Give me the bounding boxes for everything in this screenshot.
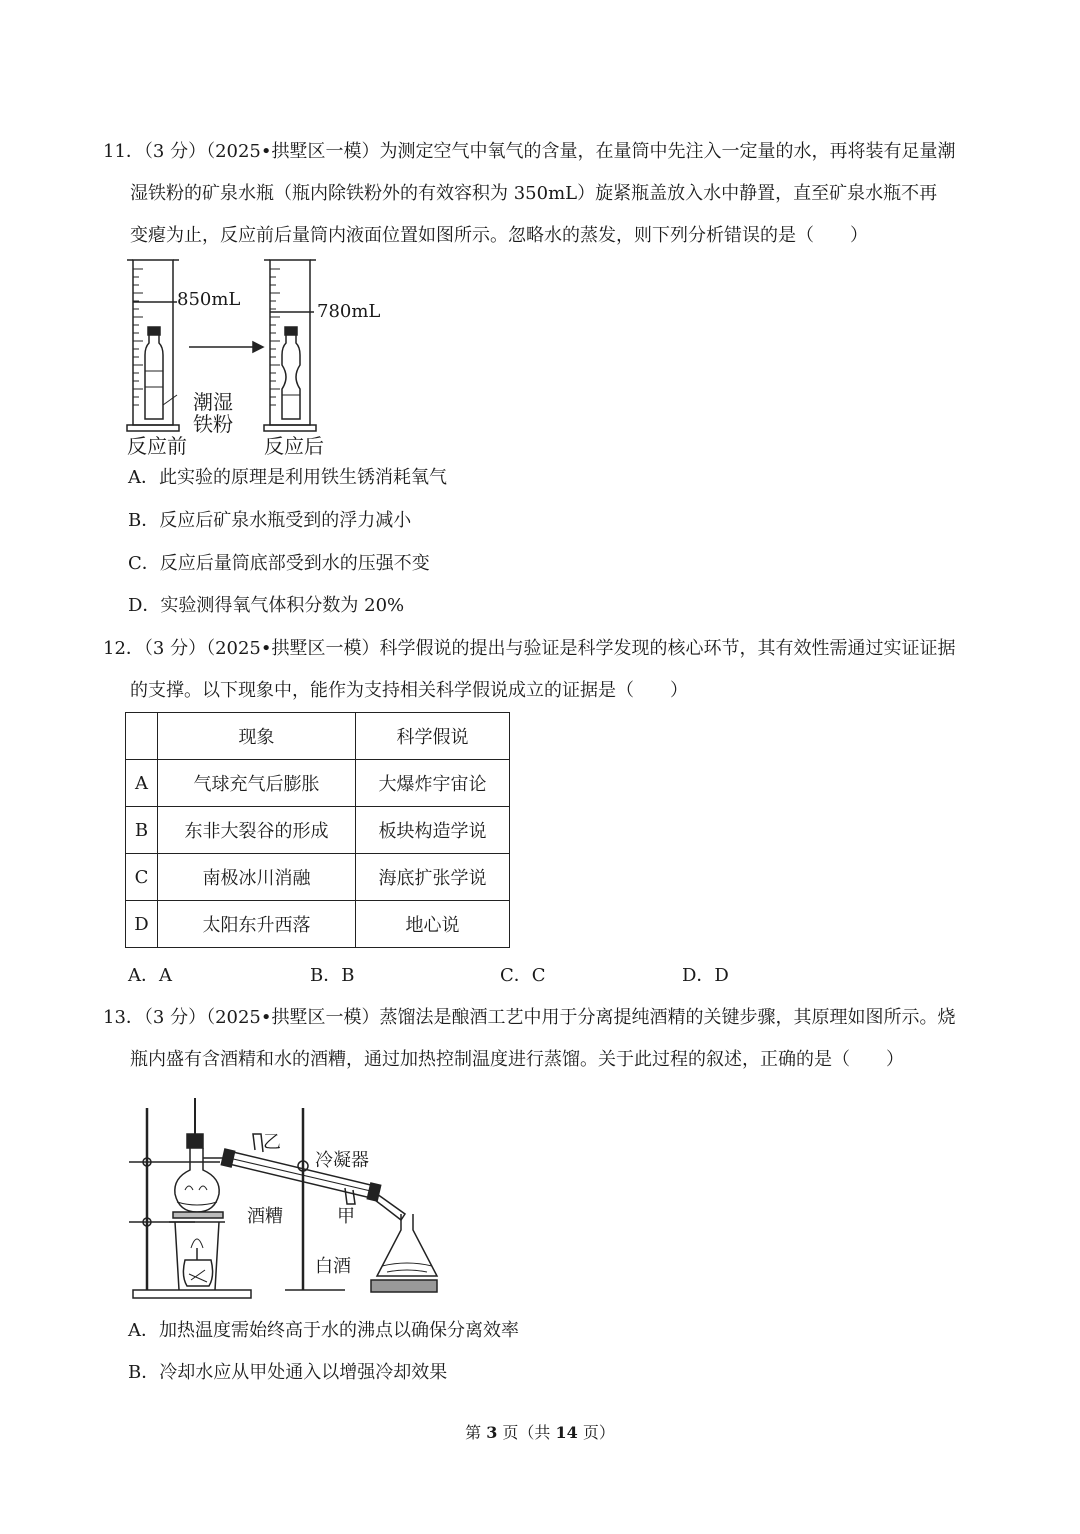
table-cell: B xyxy=(126,807,158,854)
footer-page-number: 3 xyxy=(486,1423,498,1442)
table-cell: 东非大裂谷的形成 xyxy=(158,807,356,854)
q11-cylinder-figure xyxy=(125,255,395,460)
table-cell: 海底扩张学说 xyxy=(356,854,510,901)
footer-suffix: 页） xyxy=(577,1423,615,1442)
q12-option-d: D．D xyxy=(682,965,729,986)
table-cell xyxy=(126,713,158,760)
table-cell: C xyxy=(126,854,158,901)
before-cylinder xyxy=(127,260,179,431)
table-cell: A xyxy=(126,760,158,807)
table-cell: 大爆炸宇宙论 xyxy=(356,760,510,807)
table-header-hypothesis: 科学假说 xyxy=(356,713,510,760)
footer-middle: 页（共 xyxy=(497,1423,556,1442)
q13-option-b: B．冷却水应从甲处通入以增强冷却效果 xyxy=(128,1362,448,1383)
label-baijiu: 白酒 xyxy=(315,1256,351,1277)
table-cell: 南极冰川消融 xyxy=(158,854,356,901)
table-cell: D xyxy=(126,901,158,948)
q12-option-c: C．C xyxy=(500,965,546,986)
after-label: 反应后 xyxy=(264,434,324,458)
q11-option-a: A．此实验的原理是利用铁生锈消耗氧气 xyxy=(128,467,447,488)
q12-table xyxy=(125,712,510,948)
label-yi: 乙 xyxy=(263,1132,281,1153)
q13-stem-line-1: 13．（3 分）（2025•拱墅区一模）蒸馏法是酿酒工艺中用于分离提纯酒精的关键步骤，其原理如图所示。烧 xyxy=(103,1007,956,1028)
q12-option-b: B．B xyxy=(310,965,355,986)
iron-label-1: 潮湿 xyxy=(193,390,233,414)
label-condenser: 冷凝器 xyxy=(315,1150,369,1171)
q12-option-a: A．A xyxy=(128,965,172,986)
arrow-icon xyxy=(189,342,263,352)
table-header-phenomenon: 现象 xyxy=(158,713,356,760)
q11-stem-line-1: 11．（3 分）（2025•拱墅区一模）为测定空气中氧气的含量，在量筒中先注入一定量的水，再将装有足量潮 xyxy=(103,141,956,162)
q13-distillation-figure xyxy=(125,1090,450,1305)
table-cell: 地心说 xyxy=(356,901,510,948)
footer-total-pages: 14 xyxy=(555,1423,578,1442)
footer-prefix: 第 xyxy=(465,1423,487,1442)
q11-option-d: D．实验测得氧气体积分数为 20% xyxy=(128,595,405,616)
q11-option-c: C．反应后量筒底部受到水的压强不变 xyxy=(128,553,430,574)
iron-label-2: 铁粉 xyxy=(193,412,233,436)
q11-option-b: B．反应后矿泉水瓶受到的浮力减小 xyxy=(128,510,412,531)
table-cell: 板块构造学说 xyxy=(356,807,510,854)
table-row xyxy=(126,901,510,948)
table-cell: 气球充气后膨胀 xyxy=(158,760,356,807)
q13-option-a: A．加热温度需始终高于水的沸点以确保分离效率 xyxy=(128,1320,519,1341)
q12-stem-line-1: 12．（3 分）（2025•拱墅区一模）科学假说的提出与验证是科学发现的核心环节，其有效性需通过实证证据 xyxy=(103,638,956,659)
table-header-row xyxy=(126,713,510,760)
q12-stem-line-2: 的支撑。以下现象中，能作为支持相关科学假说成立的证据是（ ） xyxy=(130,680,688,701)
q11-stem-line-2: 湿铁粉的矿泉水瓶（瓶内除铁粉外的有效容积为 350mL）旋紧瓶盖放入水中静置，直至矿泉水瓶不再 xyxy=(130,183,938,204)
table-cell: 太阳东升西落 xyxy=(158,901,356,948)
page-footer xyxy=(0,1420,1080,1443)
q11-stem-line-3: 变瘪为止，反应前后量筒内液面位置如图所示。忽略水的蒸发，则下列分析错误的是（ ） xyxy=(130,225,868,246)
q13-stem-line-2: 瓶内盛有含酒精和水的酒糟，通过加热控制温度进行蒸馏。关于此过程的叙述，正确的是（ ） xyxy=(130,1049,904,1070)
table-row xyxy=(126,807,510,854)
label-jiuzao: 酒糟 xyxy=(247,1206,283,1227)
after-volume-label: 780mL xyxy=(317,301,381,322)
before-label: 反应前 xyxy=(127,434,187,458)
table-row xyxy=(126,854,510,901)
after-cylinder xyxy=(264,260,316,431)
before-volume-label: 850mL xyxy=(177,289,241,310)
label-jia: 甲 xyxy=(337,1206,355,1227)
table-row xyxy=(126,760,510,807)
